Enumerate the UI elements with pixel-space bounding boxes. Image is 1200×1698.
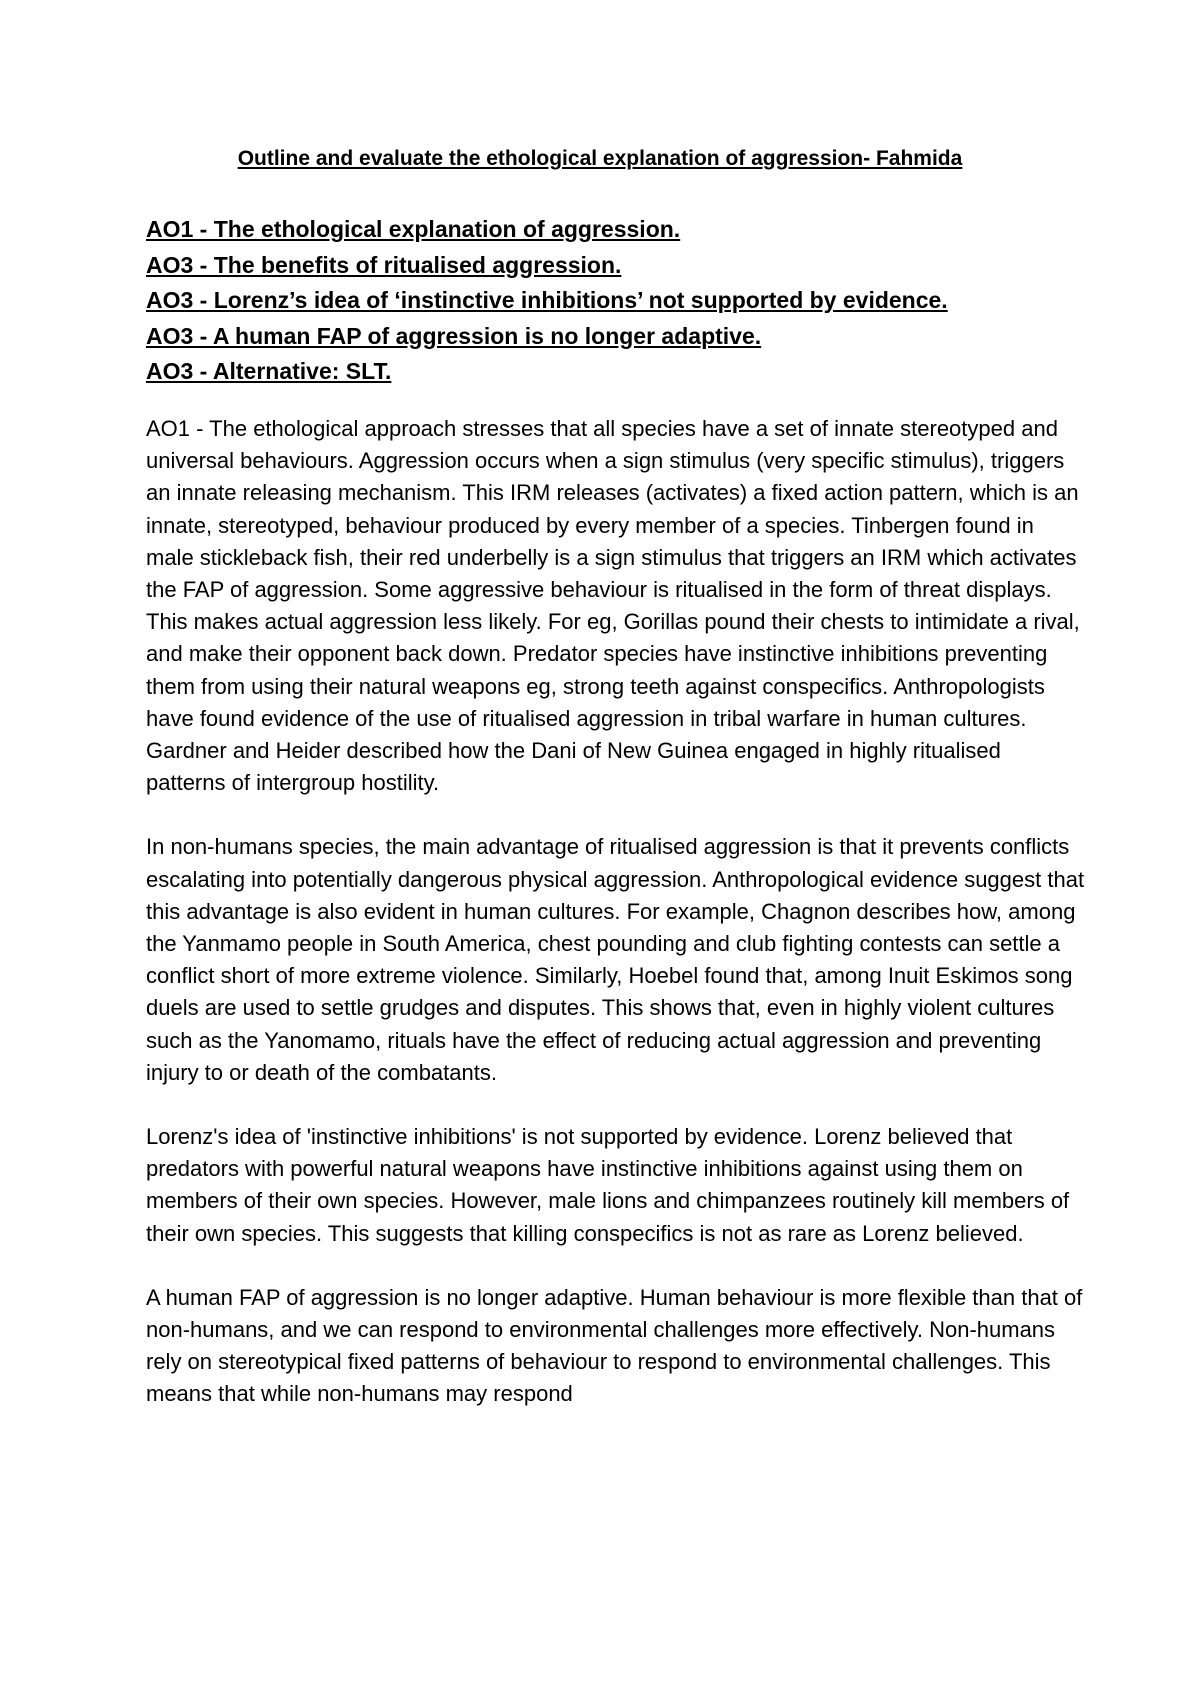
outline-item-ao3-slt: AO3 - Alternative: SLT. <box>146 358 392 384</box>
paragraph-ao1: AO1 - The ethological approach stresses that all species have a set of innate stereotyped and universal behaviours. Aggression occurs when a sign stimulus (very specific stimulus), triggers an innate releasing mechanism. This IRM releases (activates) a fixed action pattern, which is an innate, stereotyped, behaviour produced by every member of a species. Tinbergen found in male stickleback fish, their red underbelly is a sign stimulus that triggers an IRM which activates the FAP of aggression. Some aggressive behaviour is ritualised in the form of threat displays. This makes actual aggression less likely. For eg, Gorillas pound their chests to intimidate a rival, and make their opponent back down. Predator species have instinctive inhibitions preventing them from using their natural weapons eg, strong teeth against conspecifics. Anthropologists have found evidence of the use of ritualised aggression in tribal warfare in human cultures. Gardner and Heider described how the Dani of New Guinea engaged in highly ritualised patterns of intergroup hostility. <box>146 416 1080 796</box>
outline-item-ao1: AO1 - The ethological explanation of aggression. <box>146 216 681 242</box>
outline-list <box>146 212 1066 390</box>
paragraph-lorenz: Lorenz's idea of 'instinctive inhibitions' is not supported by evidence. Lorenz believed that predators with powerful natural weapons have instinctive inhibitions against using them on members of their own species. However, male lions and chimpanzees routinely kill members of their own species. This suggests that killing conspecifics is not as rare as Lorenz believed. <box>146 1124 1070 1246</box>
outline-item-ao3-fap: AO3 - A human FAP of aggression is no longer adaptive. <box>146 322 762 349</box>
essay-body <box>146 413 1086 1443</box>
outline-item-ao3-benefits: AO3 - The benefits of ritualised aggression. <box>146 251 622 278</box>
outline-item-ao3-lorenz: AO3 - Lorenz’s idea of ‘instinctive inhibitions’ not supported by evidence. <box>146 287 948 313</box>
page-title: Outline and evaluate the ethological explanation of aggression- Fahmida <box>237 147 963 170</box>
paragraph-ritualised-aggression: In non-humans species, the main advantage of ritualised aggression is that it prevents conflicts escalating into potentially dangerous physical aggression. Anthropological evidence suggest that this advantage is also evident in human cultures. For example, Chagnon describes how, among the Yanmamo people in South America, chest pounding and club fighting contests can settle a conflict short of more extreme violence. Similarly, Hoebel found that, among Inuit Eskimos song duels are used to settle grudges and disputes. This shows that, even in highly violent cultures such as the Yanomamo, rituals have the effect of reducing actual aggression and preventing injury to or death of the combatants. <box>146 834 1085 1085</box>
paragraph-human-fap: A human FAP of aggression is no longer adaptive. Human behaviour is more flexible than that of non-humans, and we can respond to environmental challenges more effectively. Non-humans rely on stereotypical fixed patterns of behaviour to respond to environmental challenges. This means that while non-humans may respond <box>146 1284 1083 1407</box>
